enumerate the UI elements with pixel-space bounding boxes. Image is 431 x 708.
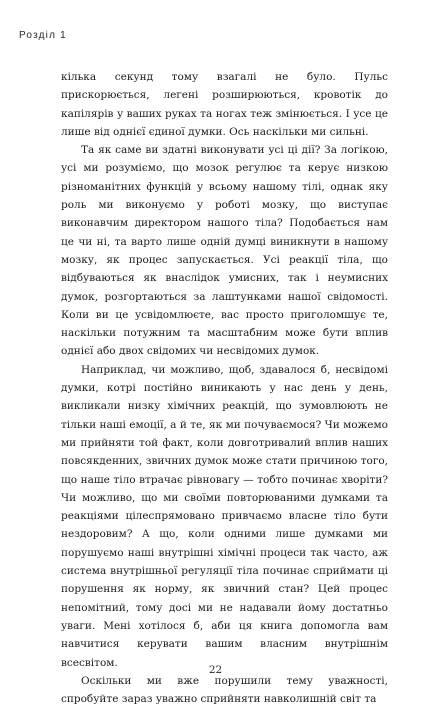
body-text (61, 68, 388, 708)
paragraph: Та як саме ви здатні виконувати усі ці дії? За логікою, усі ми розуміємо, що мозок регулює та керує низкою різноманітних функцій у всьому нашому тілі, однак яку роль ми виконуємо у роботі мозку, що виступає виконавчим директором нашого тіла? Подобається нам це чи ні, та варто лише одній думці виникнути в нашому мозку, як процес запускається. Усі реакції тіла, що відбуваються як внаслідок умисних, так і неумисних думок, розгортаються за лаштунками нашої свідомості. Коли ви це усвідомлюєте, вас просто приголомшує те, наскільки потужним та масштабним може бути вплив однієї або двох свідомих чи несвідомих думок. (61, 144, 388, 358)
running-header: Розділ 1 (19, 30, 67, 41)
paragraph: Наприклад, чи можливо, щоб, здавалося б, несвідомі думки, котрі постійно виникають у нас день у день, викликали низку хімічних реакцій, що зумовлюють не тільки наші емоції, а й те, як ми почуваємося? Чи можемо ми прийняти той факт, коли довготривалий вплив наших повсякденних, звичних думок може стати причиною того, що наше тіло втрачає рівновагу — тобто починає хворіти? Чи можливо, що ми своїми повторюваними думками та реакціями цілеспрямовано привчаємо власне тіло бути нездоровим? А що, коли одними лише думками ми порушуємо наші внутрішні хімічні процеси так часто, аж система внутрішньої регуляції тіла починає сприймати ці порушення як норму, як звичний стан? Цей процес непомітний, тому досі ми не надавали йому достатньо уваги. Мені хотілося б, аби ця книга допомогла вам навчитися керувати вашим власним внутрішнім всесвітом. (61, 363, 388, 669)
paragraph: Оскільки ми вже порушили тему уважності, спробуйте зараз уважно сприйняти навколишній світ та (61, 674, 388, 706)
paragraph-continued: кілька секунд тому взагалі не було. Пульс прискорюється, легені розширюються, кровотік до капілярів у ваших руках та ногах теж змінюється. І усе це лише від однієї єдиної думки. Ось наскільки ми сильні. (61, 71, 388, 138)
page-number: 22 (208, 664, 223, 676)
